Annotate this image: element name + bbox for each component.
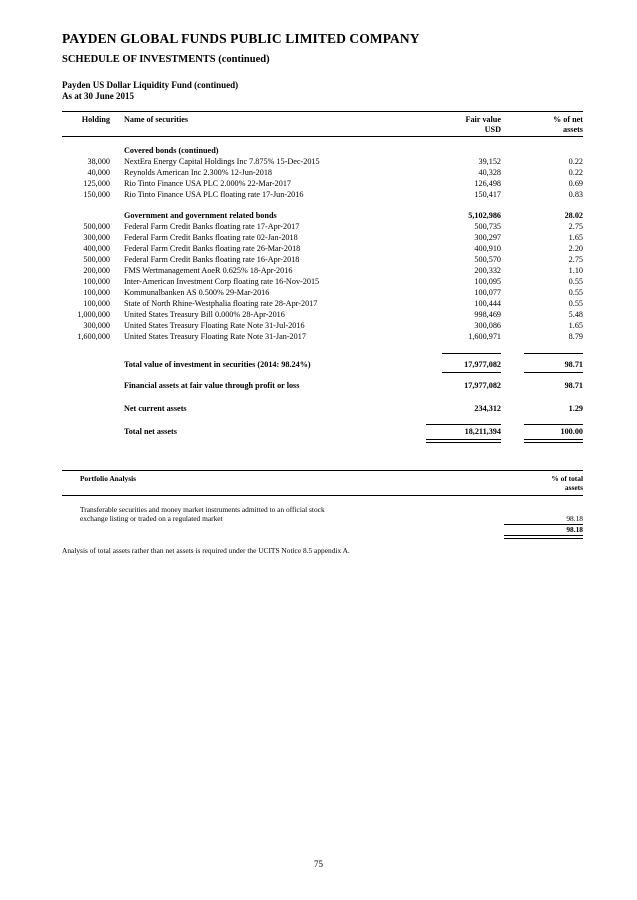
fv-total-rule [442,353,501,354]
portfolio-total-double-underline [504,535,583,539]
fv-total-underline [442,372,501,373]
portfolio-desc-2: exchange listing or traded on a regulated market [80,514,223,523]
company-title: PAYDEN GLOBAL FUNDS PUBLIC LIMITED COMPANY [62,31,420,46]
table-row: 400,000 Federal Farm Credit Banks floating rate 26-Mar-2018 400,910 2.20 [83,244,583,253]
table-row: 100,000 State of North Rhine-Westphalia floating rate 28-Apr-2017 100,444 0.55 [83,299,583,308]
financial-assets-row: Financial assets at fair value through profit or loss 17,977,082 98.71 [124,381,583,390]
table-header-rule [62,136,583,137]
table-row: 100,000 Inter-American Investment Corp floating rate 16-Nov-2015 100,095 0.55 [83,277,583,286]
portfolio-title: Portfolio Analysis [80,474,137,483]
total-investment-row: Total value of investment in securities (2014: 98.24%) 17,977,082 98.71 [124,360,583,369]
portfolio-col-header: % of total assets [551,474,583,492]
table-row: 200,000 FMS Wertmanagement AoeR 0.625% 18-Apr-2016 200,332 1.10 [83,266,583,275]
portfolio-top-rule [62,470,583,471]
total-net-assets-row: Total net assets 18,211,394 100.00 [124,427,583,436]
table-row: 1,000,000 United States Treasury Bill 0.000% 28-Apr-2016 998,469 5.48 [77,310,583,319]
portfolio-header-rule [62,495,583,496]
table-row: 100,000 Kommunalbanken AS 0.500% 29-Mar-2016 100,077 0.55 [83,288,583,297]
table-row: 500,000 Federal Farm Credit Banks floating rate 17-Apr-2017 500,735 2.75 [83,222,583,231]
table-row: 38,000 NextEra Energy Capital Holdings Inc 7.875% 15-Dec-2015 39,152 0.22 [87,157,583,166]
fund-name: Payden US Dollar Liquidity Fund (continued) [62,80,239,90]
as-at-date: As at 30 June 2015 [62,91,135,101]
net-current-assets-row: Net current assets 234,312 1.29 [124,404,583,413]
table-row: 300,000 Federal Farm Credit Banks floating rate 02-Jan-2018 300,297 1.65 [83,233,583,242]
portfolio-value: 98.18 [566,514,583,523]
net-fv-top-rule [426,424,501,425]
table-row: 1,600,000 United States Treasury Floating Rate Note 31-Jan-2017 1,600,971 8.79 [77,332,583,341]
table-row: 150,000 Rio Tinto Finance USA PLC floating rate 17-Jun-2016 150,417 0.83 [83,190,583,199]
net-pct-double-underline [524,439,583,443]
schedule-title: SCHEDULE OF INVESTMENTS (continued) [62,54,270,65]
portfolio-total: 98.18 [566,525,583,534]
table-row: 300,000 United States Treasury Floating Rate Note 31-Jul-2016 300,086 1.65 [83,321,583,330]
pct-total-underline [524,372,583,373]
net-pct-top-rule [524,424,583,425]
col-pct: % of net assets [552,115,583,134]
section-title-covered: Covered bonds (continued) [124,146,219,155]
table-row: 40,000 Reynolds American Inc 2.300% 12-Jun-2018 40,328 0.22 [87,168,583,177]
pct-total-rule [524,353,583,354]
col-name: Name of securities [124,115,189,124]
portfolio-desc-1: Transferable securities and money market instruments admitted to an official stock [80,505,325,514]
table-top-rule [62,111,583,112]
fund-subtitle [62,80,238,102]
col-holding: Holding [81,115,110,124]
section-title-government: Government and government related bonds 5,102,986 28.02 [124,211,583,220]
net-fv-double-underline [426,439,501,443]
page-number: 75 [314,859,323,869]
table-row: 500,000 Federal Farm Credit Banks floating rate 16-Apr-2018 500,570 2.75 [83,255,583,264]
col-fair-value: Fair value USD [465,115,501,134]
table-row: 125,000 Rio Tinto Finance USA PLC 2.000% 22-Mar-2017 126,498 0.69 [83,179,583,188]
footnote: Analysis of total assets rather than net assets is required under the UCITS Notice 8.5 appendix A. [62,546,350,555]
